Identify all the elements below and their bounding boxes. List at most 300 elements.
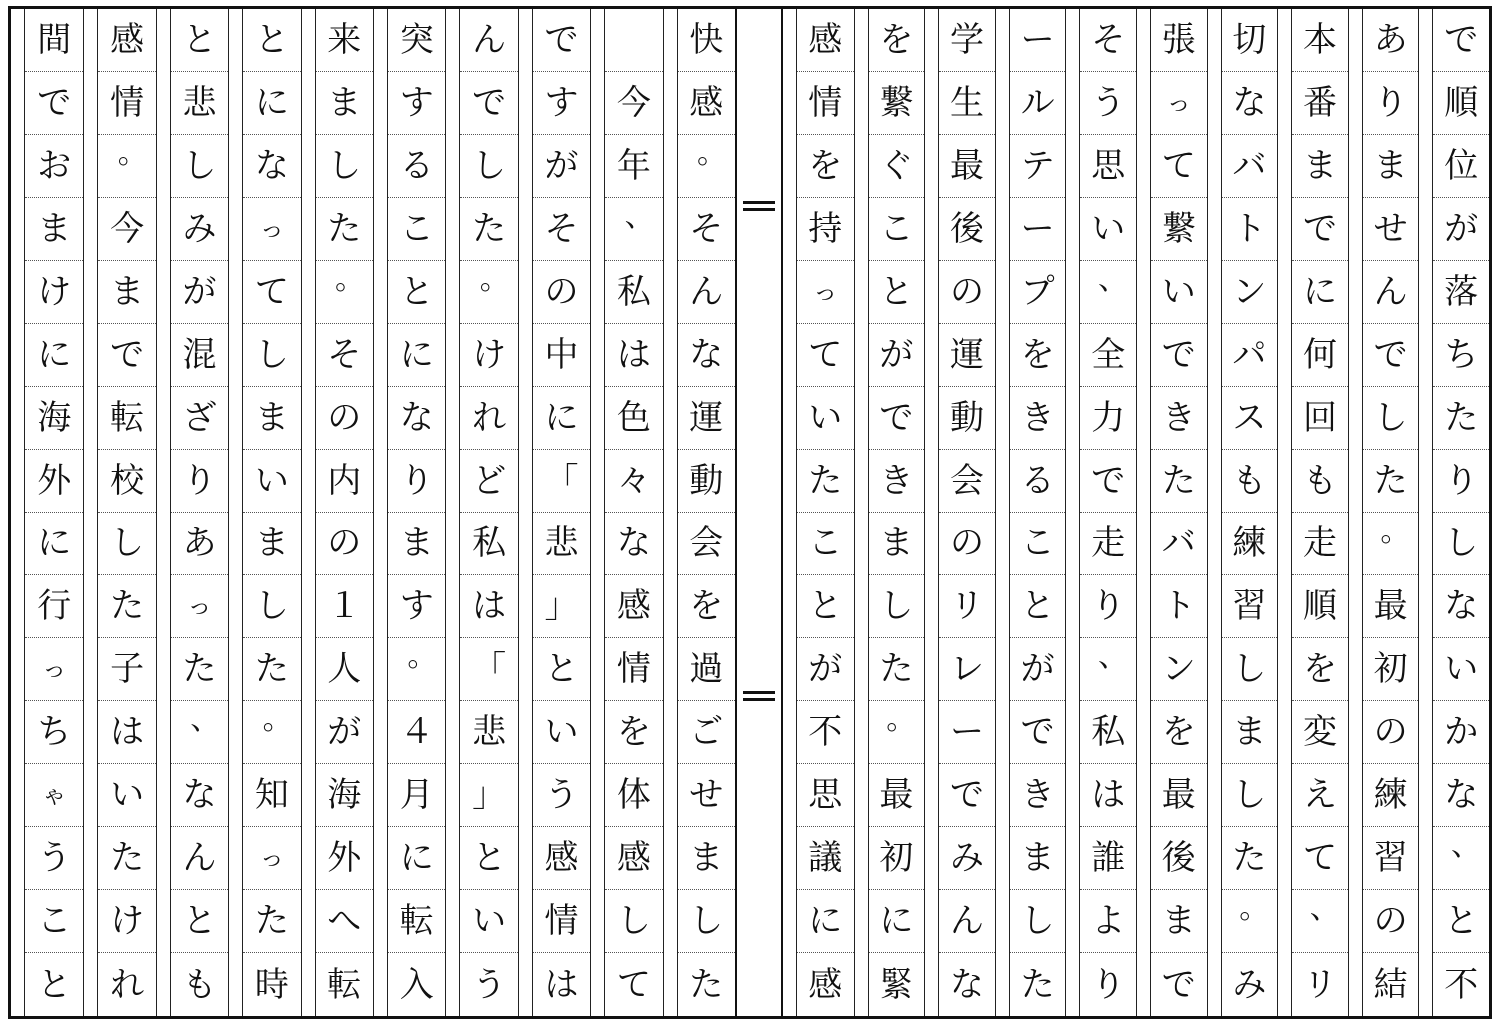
manuscript-cell: 練: [1363, 764, 1419, 827]
manuscript-cell: お: [25, 135, 83, 198]
column-ruby-strip: [664, 9, 678, 1016]
manuscript-cell: を: [797, 135, 854, 198]
manuscript-cell: 情: [605, 638, 662, 701]
manuscript-cell: 感: [797, 9, 854, 72]
manuscript-cell: な: [388, 387, 445, 450]
manuscript-cell: が: [316, 701, 373, 764]
manuscript-cell: 情: [533, 890, 590, 953]
manuscript-cell: で: [1080, 450, 1136, 513]
manuscript-cell: 回: [1292, 387, 1348, 450]
column-ruby-strip: [1208, 9, 1222, 1016]
manuscript-cell: 誰: [1080, 827, 1136, 890]
manuscript-cell: 走: [1080, 513, 1136, 576]
manuscript-cell: 海: [316, 764, 373, 827]
manuscript-column: [156, 9, 228, 1016]
manuscript-column: [373, 9, 445, 1016]
manuscript-cell: 運: [678, 387, 735, 450]
manuscript-cell: ま: [869, 513, 925, 576]
manuscript-cell: し: [1433, 513, 1489, 576]
manuscript-column: [1136, 9, 1207, 1016]
manuscript-cell: ち: [1433, 324, 1489, 387]
manuscript-column: [590, 9, 662, 1016]
manuscript-cell: で: [939, 764, 995, 827]
manuscript-cell: 切: [1222, 9, 1278, 72]
manuscript-cell: り: [1091, 964, 1126, 1005]
manuscript-cell: 不: [1444, 964, 1479, 1005]
manuscript-cell: 初: [869, 827, 925, 890]
manuscript-cell: 情: [98, 72, 155, 135]
manuscript-cell: 運: [939, 324, 995, 387]
manuscript-cell: と: [533, 638, 590, 701]
manuscript-cell: 。: [460, 261, 517, 324]
manuscript-cell: も: [1222, 450, 1278, 513]
manuscript-cell: う: [533, 764, 590, 827]
manuscript-cell: 。: [1222, 890, 1278, 953]
manuscript-cell: ン: [1222, 261, 1278, 324]
manuscript-cell: ん: [1363, 261, 1419, 324]
manuscript-cell: 行: [25, 575, 83, 638]
manuscript-column: [1348, 9, 1419, 1016]
manuscript-column: [995, 9, 1066, 1016]
manuscript-cell: 。: [316, 261, 373, 324]
manuscript-cell: り: [1363, 72, 1419, 135]
column-ruby-strip: [1349, 9, 1363, 1016]
manuscript-cell: 。: [1363, 513, 1419, 576]
manuscript-cell: 持: [797, 198, 854, 261]
manuscript-cell: に: [869, 890, 925, 953]
manuscript-cell: る: [1010, 450, 1066, 513]
manuscript-cell: ま: [1222, 701, 1278, 764]
manuscript-cell: リ: [1302, 964, 1337, 1005]
manuscript-cell: 来: [316, 9, 373, 72]
manuscript-cell: 。: [869, 701, 925, 764]
manuscript-cell: っ: [243, 198, 300, 261]
manuscript-cell: の: [939, 261, 995, 324]
manuscript-cell: と: [869, 261, 925, 324]
manuscript-cell: し: [1010, 890, 1066, 953]
manuscript-cell: ま: [1292, 135, 1348, 198]
manuscript-cell: た: [460, 198, 517, 261]
manuscript-cell: い: [460, 890, 517, 953]
manuscript-cell: ん: [678, 261, 735, 324]
manuscript-cell: り: [1433, 450, 1489, 513]
manuscript-cell: て: [1151, 135, 1207, 198]
manuscript-cell: 力: [1080, 387, 1136, 450]
manuscript-cell: で: [460, 72, 517, 135]
manuscript-column: [663, 9, 735, 1016]
manuscript-cell: も: [182, 964, 217, 1005]
manuscript-cell: な: [1222, 72, 1278, 135]
manuscript-cell: 」: [460, 764, 517, 827]
manuscript-cell: 転: [327, 964, 362, 1005]
manuscript-cell: う: [472, 964, 507, 1005]
manuscript-cell: が: [171, 261, 228, 324]
manuscript-cell: パ: [1222, 324, 1278, 387]
manuscript-cell: ど: [460, 450, 517, 513]
manuscript-cell: を: [678, 575, 735, 638]
manuscript-cell: テ: [1010, 135, 1066, 198]
manuscript-cell: し: [98, 513, 155, 576]
manuscript-cell: 、: [1292, 890, 1348, 953]
manuscript-cell: 今: [605, 72, 662, 135]
manuscript-cell: と: [388, 261, 445, 324]
manuscript-cell: 全: [1080, 324, 1136, 387]
manuscript-cell: で: [1151, 324, 1207, 387]
manuscript-cell: 何: [1292, 324, 1348, 387]
manuscript-cell: と: [1433, 890, 1489, 953]
manuscript-cell: が: [1433, 198, 1489, 261]
column-ruby-strip: [1278, 9, 1292, 1016]
manuscript-cell: ー: [939, 701, 995, 764]
manuscript-cell: す: [388, 72, 445, 135]
manuscript-cell: 転: [98, 387, 155, 450]
manuscript-cell: が: [1010, 638, 1066, 701]
manuscript-column: [11, 9, 83, 1016]
manuscript-cell: 情: [797, 72, 854, 135]
manuscript-cell: で: [1363, 324, 1419, 387]
manuscript-cell: 悲: [171, 72, 228, 135]
manuscript-cell: 体: [605, 764, 662, 827]
manuscript-cell: 突: [388, 9, 445, 72]
manuscript-cell: な: [1433, 575, 1489, 638]
manuscript-cell: へ: [316, 890, 373, 953]
manuscript-cell: け: [98, 890, 155, 953]
manuscript-cell: 。: [678, 135, 735, 198]
manuscript-cell: に: [25, 513, 83, 576]
manuscript-cell: で: [25, 72, 83, 135]
manuscript-cell: な: [949, 964, 984, 1005]
manuscript-cell: そ: [678, 198, 735, 261]
manuscript-column: [228, 9, 300, 1016]
manuscript-cell: て: [1292, 827, 1348, 890]
column-ruby-strip: [783, 9, 797, 1016]
manuscript-cell: ざ: [171, 387, 228, 450]
manuscript-cell: と: [37, 964, 72, 1005]
manuscript-cell: と: [1010, 575, 1066, 638]
manuscript-cell: り: [1080, 575, 1136, 638]
manuscript-cell: す: [533, 72, 590, 135]
manuscript-cell: ま: [316, 72, 373, 135]
manuscript-cell: レ: [939, 638, 995, 701]
manuscript-cell: 学: [939, 9, 995, 72]
manuscript-cell: [605, 9, 662, 72]
manuscript-cell: 。: [243, 701, 300, 764]
manuscript-cell: ま: [1151, 890, 1207, 953]
manuscript-cell: 初: [1363, 638, 1419, 701]
manuscript-cell: そ: [1080, 9, 1136, 72]
manuscript-cell: ご: [678, 701, 735, 764]
column-ruby-strip: [11, 9, 25, 1016]
manuscript-cell: そ: [533, 198, 590, 261]
manuscript-cell: 、: [1433, 827, 1489, 890]
manuscript-cell: 。: [98, 135, 155, 198]
manuscript-cell: も: [1292, 450, 1348, 513]
manuscript-cell: い: [797, 387, 854, 450]
manuscript-cell: ４: [388, 701, 445, 764]
manuscript-cell: う: [25, 827, 83, 890]
manuscript-cell: 外: [316, 827, 373, 890]
manuscript-cell: い: [243, 450, 300, 513]
manuscript-cell: た: [316, 198, 373, 261]
manuscript-column: [301, 9, 373, 1016]
manuscript-cell: 最: [869, 764, 925, 827]
column-ruby-strip: [229, 9, 243, 1016]
manuscript-cell: い: [1151, 261, 1207, 324]
manuscript-cell: 時: [254, 964, 289, 1005]
manuscript-cell: た: [1433, 387, 1489, 450]
manuscript-cell: ト: [1151, 575, 1207, 638]
manuscript-cell: 練: [1222, 513, 1278, 576]
manuscript-cell: に: [533, 387, 590, 450]
manuscript-cell: 悲: [460, 701, 517, 764]
column-ruby-strip: [1419, 9, 1433, 1016]
manuscript-cell: せ: [678, 764, 735, 827]
column-ruby-strip: [374, 9, 388, 1016]
manuscript-cell: た: [171, 638, 228, 701]
manuscript-cell: の: [533, 261, 590, 324]
manuscript-cell: を: [1151, 701, 1207, 764]
manuscript-cell: 議: [797, 827, 854, 890]
manuscript-cell: っ: [25, 638, 83, 701]
manuscript-cell: を: [869, 9, 925, 72]
manuscript-cell: と: [460, 827, 517, 890]
manuscript-column: [518, 9, 590, 1016]
manuscript-cell: あ: [171, 513, 228, 576]
manuscript-cell: 中: [533, 324, 590, 387]
manuscript-cell: 動: [939, 387, 995, 450]
manuscript-cell: い: [1080, 198, 1136, 261]
manuscript-cell: 結: [1373, 964, 1408, 1005]
column-ruby-strip: [446, 9, 460, 1016]
manuscript-cell: せ: [1363, 198, 1419, 261]
manuscript-cell: り: [388, 450, 445, 513]
manuscript-cell: で: [1433, 9, 1489, 72]
manuscript-cell: と: [797, 575, 854, 638]
manuscript-cell: た: [869, 638, 925, 701]
manuscript-cell: 月: [388, 764, 445, 827]
manuscript-cell: 感: [98, 9, 155, 72]
left-page: [11, 9, 735, 1016]
manuscript-cell: し: [1222, 764, 1278, 827]
right-page: [783, 9, 1489, 1016]
manuscript-cell: に: [388, 827, 445, 890]
manuscript-cell: 繋: [1151, 198, 1207, 261]
manuscript-cell: と: [171, 890, 228, 953]
manuscript-cell: 、: [1080, 638, 1136, 701]
center-gutter: [735, 9, 783, 1016]
manuscript-cell: よ: [1080, 890, 1136, 953]
manuscript-cell: な: [243, 135, 300, 198]
manuscript-cell: で: [1161, 964, 1196, 1005]
manuscript-cell: 々: [605, 450, 662, 513]
column-ruby-strip: [855, 9, 869, 1016]
column-ruby-strip: [591, 9, 605, 1016]
manuscript-cell: た: [1222, 827, 1278, 890]
manuscript-cell: り: [171, 450, 228, 513]
manuscript-cell: ん: [171, 827, 228, 890]
manuscript-column: [1277, 9, 1348, 1016]
manuscript-cell: ま: [1363, 135, 1419, 198]
manuscript-cell: を: [605, 701, 662, 764]
manuscript-cell: 私: [460, 513, 517, 576]
column-ruby-strip: [84, 9, 98, 1016]
manuscript-cell: っ: [171, 575, 228, 638]
manuscript-cell: ゃ: [25, 764, 83, 827]
manuscript-cell: 感: [605, 575, 662, 638]
manuscript-column: [783, 9, 854, 1016]
manuscript-cell: て: [616, 964, 651, 1005]
manuscript-cell: た: [689, 964, 724, 1005]
manuscript-cell: の: [939, 513, 995, 576]
manuscript-cell: 思: [797, 764, 854, 827]
manuscript-cell: き: [1010, 764, 1066, 827]
manuscript-cell: 変: [1292, 701, 1348, 764]
manuscript-cell: 、: [1080, 261, 1136, 324]
manuscript-cell: た: [98, 575, 155, 638]
manuscript-cell: る: [388, 135, 445, 198]
column-ruby-strip: [1137, 9, 1151, 1016]
manuscript-cell: 張: [1151, 9, 1207, 72]
manuscript-cell: 感: [533, 827, 590, 890]
manuscript-cell: が: [797, 638, 854, 701]
manuscript-cell: 習: [1222, 575, 1278, 638]
manuscript-cell: 感: [605, 827, 662, 890]
manuscript-cell: 順: [1292, 575, 1348, 638]
manuscript-cell: み: [171, 198, 228, 261]
manuscript-cell: ル: [1010, 72, 1066, 135]
manuscript-cell: 後: [939, 198, 995, 261]
manuscript-cell: で: [869, 387, 925, 450]
manuscript-cell: 年: [605, 135, 662, 198]
manuscript-cell: 、: [605, 198, 662, 261]
manuscript-cell: 緊: [879, 964, 914, 1005]
manuscript-cell: ち: [25, 701, 83, 764]
manuscript-cell: ー: [1010, 9, 1066, 72]
manuscript-cell: 動: [678, 450, 735, 513]
manuscript-cell: ま: [98, 261, 155, 324]
manuscript-column: [83, 9, 155, 1016]
manuscript-cell: バ: [1151, 513, 1207, 576]
manuscript-cell: ま: [678, 827, 735, 890]
manuscript-cell: は: [1080, 764, 1136, 827]
manuscript-cell: で: [533, 9, 590, 72]
manuscript-column: [445, 9, 517, 1016]
manuscript-cell: は: [98, 701, 155, 764]
manuscript-cell: い: [1433, 638, 1489, 701]
manuscript-cell: っ: [243, 827, 300, 890]
manuscript-cell: え: [1292, 764, 1348, 827]
manuscript-cell: 転: [388, 890, 445, 953]
manuscript-cell: 入: [399, 964, 434, 1005]
manuscript-cell: 不: [797, 701, 854, 764]
manuscript-cell: で: [98, 324, 155, 387]
manuscript-cell: な: [678, 324, 735, 387]
manuscript-cell: 最: [939, 135, 995, 198]
manuscript-cell: 」: [533, 575, 590, 638]
manuscript-cell: っ: [797, 261, 854, 324]
manuscript-cell: 過: [678, 638, 735, 701]
manuscript-cell: こ: [797, 513, 854, 576]
manuscript-cell: 会: [939, 450, 995, 513]
manuscript-cell: 快: [678, 9, 735, 72]
manuscript-cell: 番: [1292, 72, 1348, 135]
manuscript-cell: み: [939, 827, 995, 890]
manuscript-cell: で: [1010, 701, 1066, 764]
manuscript-cell: ぐ: [869, 135, 925, 198]
manuscript-cell: し: [1222, 638, 1278, 701]
manuscript-cell: き: [1010, 387, 1066, 450]
manuscript-cell: ン: [1151, 638, 1207, 701]
manuscript-cell: 私: [605, 261, 662, 324]
manuscript-cell: ま: [243, 387, 300, 450]
manuscript-column: [1207, 9, 1278, 1016]
manuscript-cell: は: [605, 324, 662, 387]
manuscript-cell: あ: [1363, 9, 1419, 72]
manuscript-cell: こ: [869, 198, 925, 261]
manuscript-cell: う: [1080, 72, 1136, 135]
manuscript-cell: 最: [1151, 764, 1207, 827]
manuscript-cell: 内: [316, 450, 373, 513]
manuscript-cell: し: [605, 890, 662, 953]
manuscript-cell: 順: [1433, 72, 1489, 135]
manuscript-cell: 「: [460, 638, 517, 701]
manuscript-cell: き: [1151, 387, 1207, 450]
manuscript-cell: し: [1363, 387, 1419, 450]
manuscript-cell: て: [243, 261, 300, 324]
manuscript-cell: 後: [1151, 827, 1207, 890]
manuscript-cell: ま: [243, 513, 300, 576]
manuscript-cell: し: [460, 135, 517, 198]
manuscript-cell: を: [1292, 638, 1348, 701]
manuscript-cell: れ: [460, 387, 517, 450]
manuscript-cell: 生: [939, 72, 995, 135]
manuscript-cell: っ: [1151, 72, 1207, 135]
manuscript-column: [1065, 9, 1136, 1016]
manuscript-cell: １: [316, 575, 373, 638]
manuscript-cell: 位: [1433, 135, 1489, 198]
manuscript-cell: の: [1363, 890, 1419, 953]
manuscript-cell: 思: [1080, 135, 1136, 198]
manuscript-cell: 落: [1433, 261, 1489, 324]
manuscript-cell: た: [1151, 450, 1207, 513]
manuscript-cell: ん: [460, 9, 517, 72]
manuscript-cell: い: [533, 701, 590, 764]
manuscript-cell: が: [533, 135, 590, 198]
manuscript-cell: の: [316, 513, 373, 576]
manuscript-cell: 海: [25, 387, 83, 450]
manuscript-cell: ス: [1222, 387, 1278, 450]
manuscript-cell: て: [797, 324, 854, 387]
manuscript-cell: け: [25, 261, 83, 324]
manuscript-cell: け: [460, 324, 517, 387]
column-ruby-strip: [925, 9, 939, 1016]
manuscript-cell: こ: [1010, 513, 1066, 576]
manuscript-cell: ト: [1222, 198, 1278, 261]
manuscript-cell: し: [316, 135, 373, 198]
gutter-mark-top: [743, 201, 775, 211]
manuscript-cell: リ: [939, 575, 995, 638]
manuscript-cell: バ: [1222, 135, 1278, 198]
manuscript-cell: は: [544, 964, 579, 1005]
manuscript-cell: と: [171, 9, 228, 72]
manuscript-cell: の: [1363, 701, 1419, 764]
manuscript-column: [924, 9, 995, 1016]
manuscript-cell: 間: [25, 9, 83, 72]
manuscript-cell: 走: [1292, 513, 1348, 576]
manuscript-cell: ま: [25, 198, 83, 261]
manuscript-cell: た: [243, 890, 300, 953]
manuscript-cell: き: [869, 450, 925, 513]
